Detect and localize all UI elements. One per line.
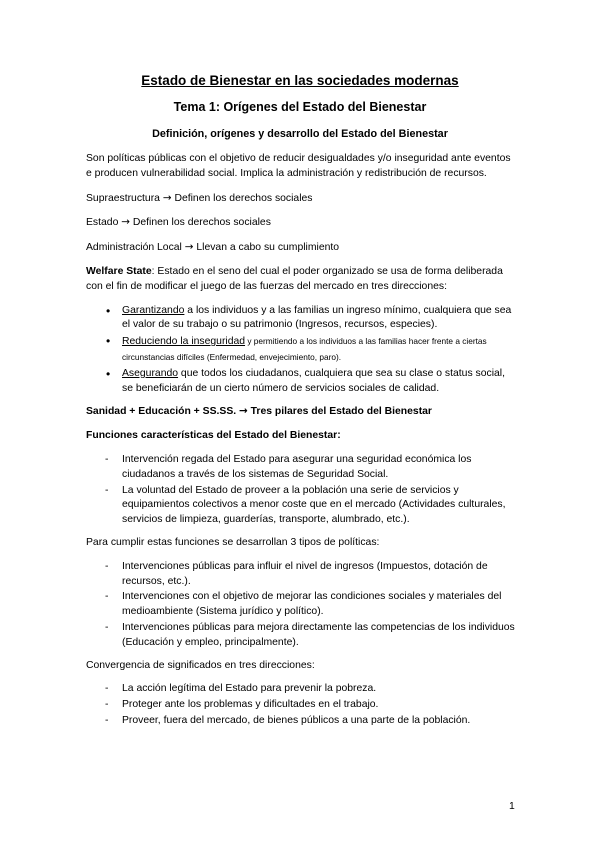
list-item: - Intervenciones con el objetivo de mejorar las condiciones sociales y materiales del medioambiente (Sistema jurídico y político). [86, 590, 518, 620]
welfare-state-term: Welfare State [86, 265, 152, 277]
list-item: - Proveer, fuera del mercado, de bienes públicos a una parte de la población. [86, 714, 518, 729]
pillars-text: Tres pilares del Estado del Bienestar [250, 406, 432, 418]
direction-key: Garantizando [122, 304, 185, 316]
list-item: - Proteger ante los problemas y dificultades en el trabajo. [86, 698, 518, 713]
structure-line [86, 191, 518, 207]
pillars-line [86, 404, 518, 420]
direction-text: que todos los ciudadanos, cualquiera que sea su clase o status social, se beneficiarán de un cierto número de servicios sociales de calidad. [122, 367, 505, 394]
arrow-icon: → [162, 191, 172, 204]
welfare-state-text: : Estado en el seno del cual el poder organizado se usa de forma deliberada con el fin de modificar el juego de las fuerzas del mercado en tres direcciones: [86, 265, 503, 292]
list-item [86, 367, 518, 397]
pillars-term: Sanidad + Educación + SS.SS. [86, 406, 237, 418]
policies-heading: Para cumplir estas funciones se desarrollan 3 tipos de políticas: [86, 536, 380, 548]
section-heading: Definición, orígenes y desarrollo del Estado del Bienestar [152, 128, 448, 140]
direction-key: Reduciendo la inseguridad [122, 336, 246, 348]
structure-line-term: Estado [86, 217, 119, 229]
list-item: - Intervenciones públicas para influir el nivel de ingresos (Impuestos, dotación de recursos, etc.). [86, 560, 518, 590]
arrow-icon: → [239, 405, 248, 418]
topic-title: Tema 1: Orígenes del Estado del Bienestar [173, 100, 427, 114]
direction-text: a los individuos y a las familias un ingreso mínimo, cualquiera que sea el valor de su trabajo o su patrimonio (Ingresos, recursos, especies). [122, 304, 512, 331]
intro-paragraph: Son políticas públicas con el objetivo de reducir desigualdades y/o inseguridad ante eventos e producen vulnerabilidad social. Implica la administración y redistribución de recursos. [86, 153, 511, 179]
functions-list [86, 453, 518, 528]
list-item [86, 304, 518, 334]
list-item: - La acción legítima del Estado para prevenir la pobreza. [86, 682, 518, 697]
functions-heading: Funciones características del Estado del Bienestar: [86, 430, 341, 442]
structure-line [86, 215, 518, 231]
policies-list [86, 560, 518, 651]
structure-line [86, 240, 518, 256]
list-item: - Intervención regada del Estado para asegurar una seguridad económica los ciudadanos a través de los sistemas de Seguridad Social. [86, 453, 518, 483]
structure-line-text: Definen los derechos sociales [174, 192, 313, 204]
direction-text: y permitiendo a los individuos a las familias hacer frente a ciertas circunstancias difíciles (Enfermedad, envejecimiento, paro). [122, 336, 487, 362]
list-item [86, 334, 518, 366]
structure-line-text: Definen los derechos sociales [132, 217, 271, 229]
convergence-list [86, 682, 518, 728]
list-item: - Intervenciones públicas para mejora directamente las competencias de los individuos (Educación y empleo, principalmente). [86, 621, 518, 651]
convergence-heading: Convergencia de significados en tres direcciones: [86, 659, 315, 671]
document-body [86, 152, 518, 737]
welfare-state-definition [86, 265, 518, 295]
arrow-icon: → [121, 216, 130, 229]
structure-line-term: Supraestructura [86, 192, 160, 204]
structure-line-text: Llevan a cabo su cumplimiento [196, 242, 340, 254]
list-item: - La voluntad del Estado de proveer a la población una serie de servicios y equipamientos colectivos a menor coste que en el mercado (Actividades culturales, servicios de limpieza, guarderías, transporte, alumbrado, etc.). [86, 484, 518, 528]
document-title: Estado de Bienestar en las sociedades modernas [141, 73, 459, 88]
arrow-icon: → [184, 241, 194, 254]
direction-key: Asegurando [122, 367, 179, 379]
structure-line-term: Administración Local [86, 242, 182, 254]
page-number: 1 [509, 801, 515, 812]
directions-list [86, 304, 518, 397]
